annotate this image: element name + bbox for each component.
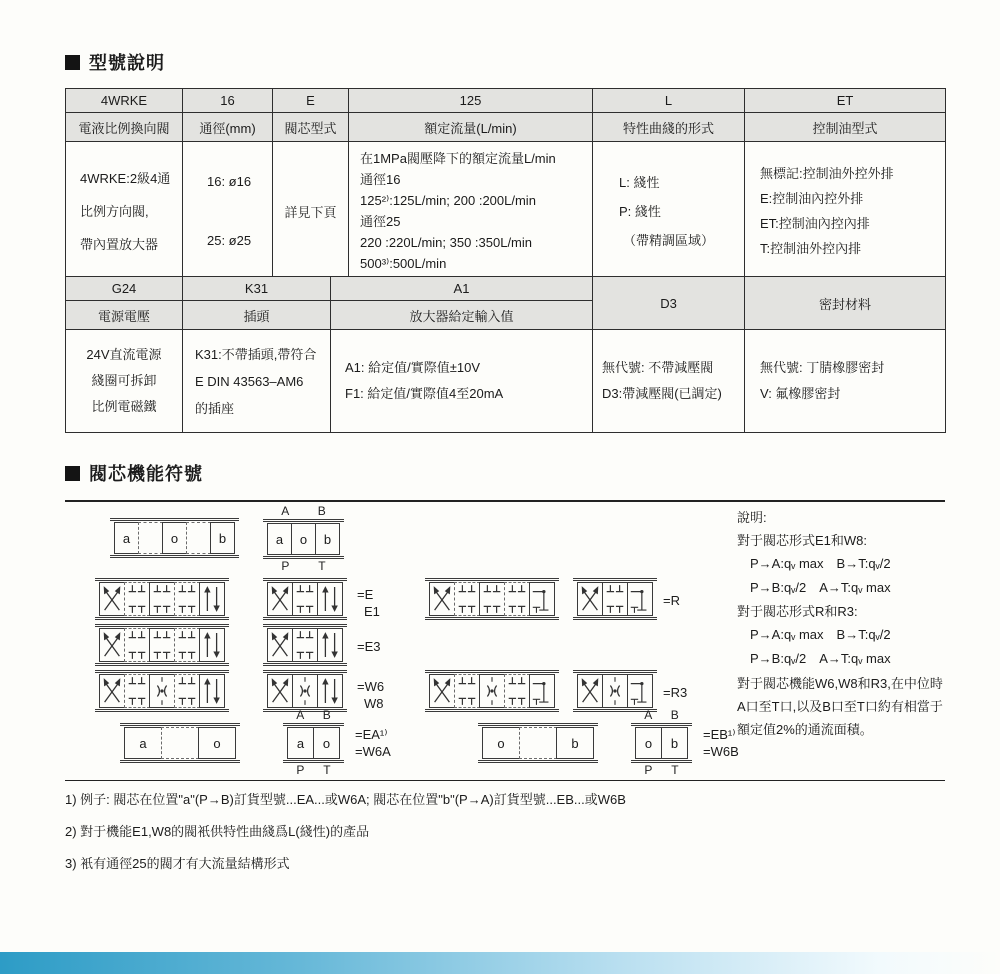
cell-flow-rates: [349, 142, 593, 281]
valve-symbol-ob-compact: [631, 708, 692, 778]
crossed-arrows-icon: [267, 674, 293, 708]
port-b-label: B: [670, 708, 679, 722]
port-a-label: A: [644, 708, 653, 722]
cell-line: L: 綫性: [619, 174, 660, 190]
cell-line: A1: 給定值/實際值±10V: [345, 360, 481, 375]
section-square-icon: [65, 55, 80, 70]
label-supply: 電源電壓: [66, 301, 183, 330]
note-formula: P→A:qᵥ max B→T:qᵥ/2: [750, 627, 891, 642]
parallel-arrows-icon: [199, 582, 225, 616]
label-line: =R: [663, 593, 680, 608]
cell-line: P: 綫性: [619, 203, 661, 219]
code-row: [66, 89, 946, 113]
cell-control-oil: [745, 142, 946, 281]
code-4wrke: 4WRKE: [66, 89, 183, 113]
cell-valve-desc: [66, 142, 183, 281]
valve-symbol-e1-compact: [263, 578, 347, 620]
position-o-cell: o: [313, 727, 340, 759]
spool-code-label-r3: [663, 684, 687, 701]
elbow-flow-icon: [529, 674, 555, 708]
cell-spool-ref: [273, 142, 349, 281]
cell-line: E:控制油內控外排: [760, 191, 864, 206]
blocked-ports-icon: [124, 628, 150, 662]
cell-line: 在1MPa閥壓降下的額定流量L/min: [360, 151, 556, 166]
valve-symbol-aob-wide: [110, 518, 239, 558]
restrictor-center-icon: [602, 674, 628, 708]
ports-ab: [283, 708, 344, 723]
note-line: 說明:: [737, 510, 767, 525]
blocked-ports-icon: [149, 582, 175, 616]
cell-line: D3:帶減壓閥(已調定): [602, 386, 722, 401]
cell-line: K31:不帶插頭,帶符合: [195, 346, 317, 362]
cell-line: 比例電磁鐵: [91, 399, 157, 414]
valve-symbol-r-wide: [425, 578, 559, 620]
code-et: ET: [745, 89, 946, 113]
spool-symbols-zone: [65, 500, 945, 781]
cell-line: 4WRKE:2級4通: [80, 170, 171, 186]
label-line: =W6: [357, 679, 385, 694]
code-e: E: [273, 89, 349, 113]
code-d3: D3: [593, 277, 745, 330]
restrictor-center-icon: [149, 674, 175, 708]
cell-line: ET:控制油內控內排: [760, 216, 870, 231]
transition-cell: [138, 522, 163, 554]
label-line: =R3: [663, 685, 688, 700]
port-t-label: T: [671, 763, 679, 777]
cell-line: F1: 給定值/實際值4至20mA: [345, 386, 504, 401]
cell-line: V: 氟橡膠密封: [760, 386, 841, 401]
position-o-cell: o: [635, 727, 662, 759]
valve-symbol-w6-wide: [95, 670, 229, 712]
note-formula: P→B:qᵥ/2 A→T:qᵥ max: [750, 580, 891, 595]
spool-code-label-r: [663, 592, 680, 609]
position-b-cell: b: [556, 727, 594, 759]
body-row: [66, 142, 946, 281]
label-control-oil: 控制油型式: [745, 113, 946, 142]
ports-pt: [631, 763, 692, 778]
port-p-label: P: [644, 763, 653, 777]
cell-power: [66, 330, 183, 433]
code-row: [66, 277, 946, 301]
valve-symbol-r3-compact: [573, 670, 657, 712]
valve-symbol-e3-compact: [263, 624, 347, 666]
code-g24: G24: [66, 277, 183, 301]
spool-code-label-eb: [703, 726, 739, 760]
crossed-arrows-icon: [429, 674, 455, 708]
code-16: 16: [183, 89, 273, 113]
cell-seal-material: [745, 330, 946, 433]
label-amp-input: 放大器給定輸入值: [331, 301, 593, 330]
position-o-cell: o: [482, 727, 520, 759]
label-line: =EA¹⁾: [355, 727, 388, 742]
cell-line: 24V直流電源: [86, 347, 162, 362]
cell-line: 220 :220L/min; 350 :350L/min: [360, 235, 533, 250]
note-line: 對于閥芯形式E1和W8:: [737, 533, 868, 548]
cell-line: 無代號: 丁腈橡膠密封: [760, 360, 885, 375]
valve-symbol-e3-wide: [95, 624, 229, 666]
cell-line: 125²⁾:125L/min; 200 :200L/min: [360, 193, 536, 208]
cell-line: T:控制油外控內排: [760, 241, 862, 256]
spool-code-label-w6: [357, 678, 384, 712]
note-formula: P→A:qᵥ max B→T:qᵥ/2: [750, 556, 891, 571]
parallel-arrows-icon: [317, 582, 343, 616]
cell-plug: [183, 330, 331, 433]
blocked-ports-icon: [454, 674, 480, 708]
label-line: =W6A: [355, 744, 391, 759]
cell-line: 無標記:控制油外控外排: [760, 166, 894, 181]
ports-pt: [283, 763, 344, 778]
footnote-2: 2) 對于機能E1,W8的閥衹供特性曲綫爲L(綫性)的產品: [65, 824, 370, 839]
cell-line: 詳見下頁: [284, 204, 337, 220]
footnote-3: 3) 衹有通徑25的閥才有大流量結構形式: [65, 856, 290, 871]
port-b-label: B: [322, 708, 331, 722]
cell-line: 帶內置放大器: [80, 236, 159, 252]
note-line: 對于閥芯形式R和R3:: [737, 604, 858, 619]
crossed-arrows-icon: [267, 628, 293, 662]
label-line: =W6B: [703, 744, 739, 759]
label-size: 通徑(mm): [183, 113, 273, 142]
position-a-cell: a: [114, 522, 139, 554]
position-o-cell: o: [198, 727, 236, 759]
label-line: =E: [357, 587, 374, 602]
body-row: [66, 330, 946, 433]
cell-reducing-valve: [593, 330, 745, 433]
cell-line: 比例方向閥,: [80, 203, 149, 219]
parallel-arrows-icon: [199, 628, 225, 662]
code-l: L: [593, 89, 745, 113]
blocked-ports-icon: [124, 674, 150, 708]
cell-line: 通徑16: [360, 172, 401, 187]
label-valve-type: 電液比例換向閥: [66, 113, 183, 142]
note-formula: P→B:qᵥ/2 A→T:qᵥ max: [750, 651, 891, 666]
blocked-ports-icon: [504, 582, 530, 616]
blocked-ports-icon: [174, 628, 200, 662]
port-t-label: T: [318, 559, 326, 573]
notes-panel: [737, 506, 943, 741]
elbow-flow-icon: [529, 582, 555, 616]
crossed-arrows-icon: [99, 582, 125, 616]
cell-line: 綫圈可拆卸: [91, 373, 157, 388]
blocked-ports-icon: [292, 582, 318, 616]
code-k31: K31: [183, 277, 331, 301]
section-title-text: 閥芯機能符號: [89, 464, 203, 484]
position-b-cell: b: [661, 727, 688, 759]
cell-line: 無代號: 不帶減壓閥: [602, 360, 714, 375]
ports-ab: [631, 708, 692, 723]
port-p-label: P: [296, 763, 305, 777]
blocked-ports-icon: [504, 674, 530, 708]
transition-cell: [186, 522, 211, 554]
parallel-arrows-icon: [317, 628, 343, 662]
valve-symbol-ao-compact: [283, 708, 344, 778]
cell-line: 500³⁾:500L/min: [360, 256, 447, 271]
crossed-arrows-icon: [429, 582, 455, 616]
section-title-spool: [65, 460, 203, 486]
cell-size: [183, 142, 273, 281]
section-title-model: [65, 49, 165, 75]
blocked-ports-icon: [292, 628, 318, 662]
blocked-ports-icon: [479, 582, 505, 616]
footnotes: [65, 789, 965, 885]
label-spool: 閥芯型式: [273, 113, 349, 142]
crossed-arrows-icon: [267, 582, 293, 616]
port-a-label: A: [296, 708, 305, 722]
port-a-label: A: [281, 504, 290, 518]
position-a-cell: a: [287, 727, 314, 759]
position-a-cell: a: [124, 727, 162, 759]
port-t-label: T: [323, 763, 331, 777]
cell-line: 通徑25: [360, 214, 401, 229]
note-paragraph: 對于閥芯機能W6,W8和R3,在中位時A口至T口,以及B口至T口約有相當于額定值2%的通流面積。: [737, 676, 943, 737]
label-line: =E3: [357, 639, 381, 654]
label-curve: 特性曲綫的形式: [593, 113, 745, 142]
label-line: W8: [364, 696, 384, 711]
footer-accent-bar: [0, 952, 1000, 974]
cell-line: E DIN 43563–AM6: [195, 373, 304, 389]
parallel-arrows-icon: [317, 674, 343, 708]
valve-symbol-r-compact: [573, 578, 657, 620]
position-o-cell: o: [162, 522, 187, 554]
port-p-label: P: [281, 559, 290, 573]
transition-cell: [161, 727, 199, 759]
model-code-table-upper: [65, 88, 946, 281]
blocked-ports-icon: [174, 674, 200, 708]
label-plug: 插頭: [183, 301, 331, 330]
valve-symbol-r3-wide: [425, 670, 559, 712]
cell-line: 的插座: [195, 400, 235, 416]
blocked-ports-icon: [602, 582, 628, 616]
crossed-arrows-icon: [577, 582, 603, 616]
blocked-ports-icon: [124, 582, 150, 616]
cell-line: （帶精調區域）: [623, 232, 715, 248]
elbow-flow-icon: [627, 674, 653, 708]
position-b-cell: b: [315, 523, 340, 555]
restrictor-center-icon: [479, 674, 505, 708]
footnote-1: 1) 例子: 閥芯在位置"a"(P→B)訂貨型號...EA...或W6A; 閥芯在位置"b"(P→A)訂貨型號...EB...或W6B: [65, 792, 626, 807]
cell-amp-input: [331, 330, 593, 433]
label-seal: 密封材料: [745, 277, 946, 330]
crossed-arrows-icon: [99, 674, 125, 708]
spool-code-label-e1: [357, 586, 380, 620]
elbow-flow-icon: [627, 582, 653, 616]
position-b-cell: b: [210, 522, 235, 554]
valve-symbol-ao-wide: [120, 723, 240, 763]
parallel-arrows-icon: [199, 674, 225, 708]
model-code-table-lower: [65, 276, 946, 433]
transition-cell: [519, 727, 557, 759]
code-a1: A1: [331, 277, 593, 301]
valve-symbol-ob-wide: [478, 723, 598, 763]
label-flow: 額定流量(L/min): [349, 113, 593, 142]
position-a-cell: a: [267, 523, 292, 555]
spool-code-label-e3: [357, 638, 381, 655]
crossed-arrows-icon: [99, 628, 125, 662]
crossed-arrows-icon: [577, 674, 603, 708]
label-row: [66, 113, 946, 142]
valve-symbol-w6-compact: [263, 670, 347, 712]
ports-pt: [263, 559, 344, 574]
port-b-label: B: [317, 504, 326, 518]
blocked-ports-icon: [149, 628, 175, 662]
position-o-cell: o: [291, 523, 316, 555]
valve-symbol-e1-wide: [95, 578, 229, 620]
label-line: E1: [364, 604, 380, 619]
label-line: =EB¹⁾: [703, 727, 736, 742]
blocked-ports-icon: [454, 582, 480, 616]
code-125: 125: [349, 89, 593, 113]
valve-symbol-aob-compact: [263, 504, 344, 574]
cell-line: 16: ø16: [207, 174, 252, 189]
spool-code-label-ea: [355, 726, 391, 760]
section-title-text: 型號說明: [89, 53, 165, 73]
cell-line: 25: ø25: [207, 233, 252, 248]
cell-curve-forms: [593, 142, 745, 281]
section-square-icon: [65, 466, 80, 481]
restrictor-center-icon: [292, 674, 318, 708]
blocked-ports-icon: [174, 582, 200, 616]
ports-ab: [263, 504, 344, 519]
